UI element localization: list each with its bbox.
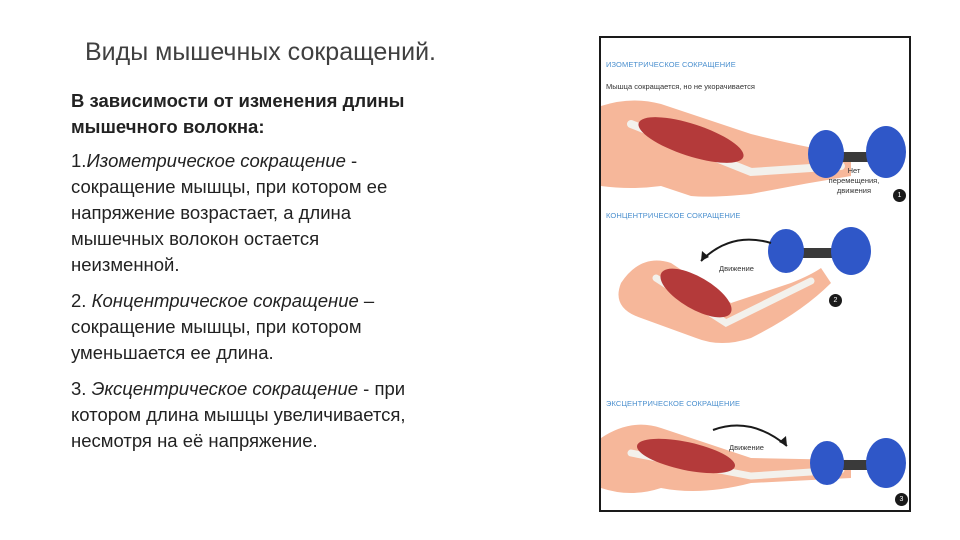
panel-title-isometric: ИЗОМЕТРИЧЕСКОЕ СОКРАЩЕНИЕ [606,60,736,69]
slide-title: Виды мышечных сокращений. [85,38,436,66]
muscle-contraction-figure [599,36,911,512]
arm-eccentric-illustration [601,408,909,508]
item-text: - при котором длина мышцы увеличивается, несмотря на её напряжение. [71,378,406,451]
list-item-isometric [71,148,411,278]
item-text: - сокращение мышцы, при котором ее напряжение возрастает, а длина мышечных волокон остается неизменной. [71,150,388,275]
item-number: 3. [71,378,92,399]
panel-title-concentric: КОНЦЕНТРИЧЕСКОЕ СОКРАЩЕНИЕ [606,211,741,220]
panel-number-badge: 2 [829,294,842,307]
note-line: движения [836,186,872,195]
note-line: Нет перемещения, [828,166,880,185]
panel-subtitle: Мышца сокращается, но не укорачивается [606,82,755,91]
item-number: 1. [71,150,87,171]
body-heading: В зависимости от изменения длины мышечного волокна: [71,90,405,137]
panel-title-eccentric: ЭКСЦЕНТРИЧЕСКОЕ СОКРАЩЕНИЕ [606,399,741,408]
item-number: 2. [71,290,92,311]
arrow-label: Движение [719,264,754,273]
item-term: Эксцентрическое сокращение [91,378,359,399]
item-term: Изометрическое сокращение [86,150,346,171]
item-text: – сокращение мышцы, при котором уменьшается ее длина. [71,290,375,363]
panel-number-badge: 1 [893,189,906,202]
list-item-eccentric [71,376,411,454]
list-item-concentric [71,288,411,366]
arrow-label: Движение [729,443,764,452]
arm-concentric-illustration [601,223,909,353]
item-term: Концентрическое сокращение [91,290,359,311]
panel-note [823,166,885,196]
panel-number-badge: 3 [895,493,908,506]
slide-body [71,88,411,464]
